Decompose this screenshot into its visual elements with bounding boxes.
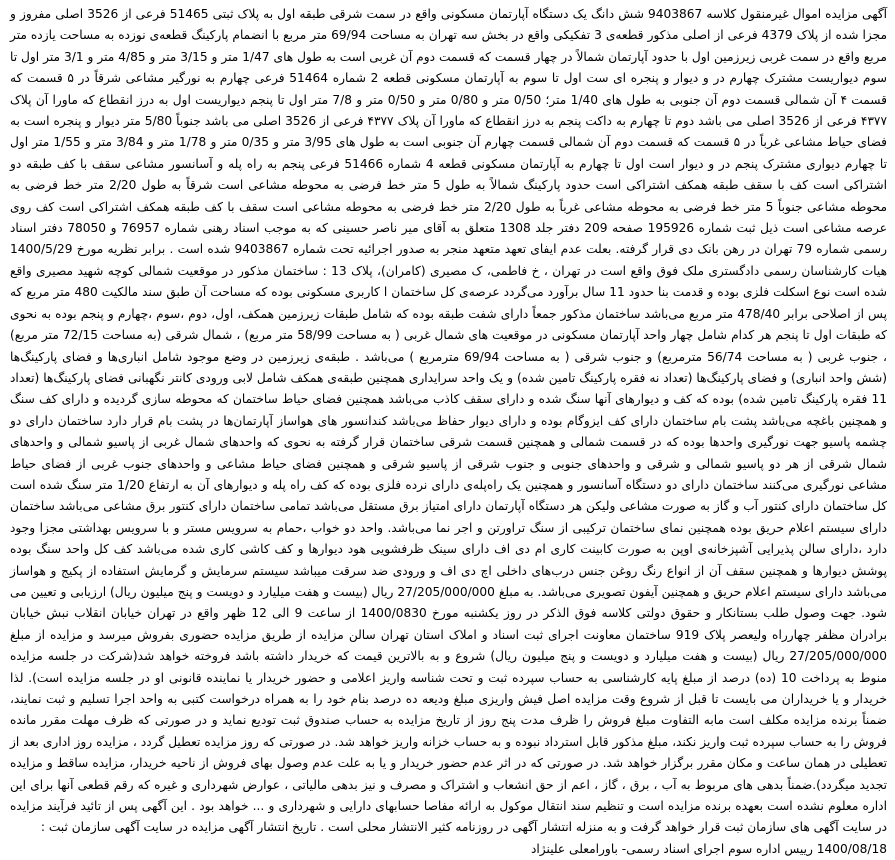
notice-signature-line: 1400/08/18 رییس اداره سوم اجرای اسناد رسمی- باورامعلی علینژاد <box>530 841 887 856</box>
notice-body-text: آگهی مزایده اموال غیرمنقول کلاسه 9403867 شش دانگ یک دستگاه آپارتمان مسکونی واقع در سمت شرقی طبقه اول به پلاک ثبتی 51465 فرعی از 3526 اصلی مفروز و مجزا شده از پلاک 4379 فرعی از اصلی مذکور قطعه‌ی 3 تفکیکی واقع در بخش سه تهران به مساحت 69/94 متر مربع با انضمام پارکینگ قطعه‌ی نوزده به مساحت یازده متر مربع واقع در سمت غربی زیرزمین اول با حدود آپارتمان شمالاً در چهار قسمت که قسمت دوم آن غربی است به طول های 1/47 متر و 3/15 متر و 4/85 متر و 3/1 متر اول تا سوم دیواریست مشترک چهارم در و دیوار و پنجره ای ست اول تا سوم به آپارتمان مسکونی قطعه 2 شماره 51464 فرعی چهارم به نورگیر مشاعی شرقاً در ۵ قسمت که قسمت ۴ آن شمالی قسمت دوم آن جنوبی به طول های 1/40 متر؛ 0/50 متر و 0/80 متر و 0/50 متر و 7/8 متر اول تا پنجم دیواریست اول به درز انقطاع که ماورا آن پلاک ۴۳۷۷ فرعی از 3526 اصلی می باشد دوم تا چهارم به داکت پنجم به درز انقطاع که ماورا آن پلاک ۴۳۷۷ فرعی از 3526 اصلی می باشد جنوباً 5/80 متر دیوار و پنجره است به فضای حیاط مشاعی غرباً در ۵ قسمت که قسمت دوم آن شمالی قسمت چهارم آن جنوبی است به طول های 3/95 متر و 0/35 متر و 1/78 متر و 3/84 متر و 1/55 متر اول تا چهارم دیواری مشترک پنجم در و دیوار است اول تا چهارم به آپارتمان مسکونی قطعه 4 شماره 51466 فرعی پنجم به راه پله و آسانسور مشاعی سقف با کف طبقه دو اشتراکی است کف با سقف طبقه همکف اشتراکی است حدود پارکینگ شمالاً به طول 5 متر خط فرضی به محوطه مشاعی است شرقاً به طول 2/20 متر خط فرضی به محوطه مشاعی جنوباً 5 متر خط فرضی به محوطه مشاعی غرباً به طول 2/20 متر خط فرضی به محوطه مشاعی است سقف با کف طبقه همکف اشتراکی است کف روی عرصه مشاعی است ذیل ثبت شماره 195926 صفحه 209 دفتر جلد 1308 متعلق به آقای میر ناصر حسینی که به موجب اسناد رهنی شماره 76957 و 78050 دفتر اسناد رسمی شماره 79 تهران در رهن بانک دی قرار گرفته. بعلت عدم ایفای تعهد متعهد منجر به صدور اجرائیه تحت شماره 9403867 شده است . برابر نظریه مورخ 1400/5/29 هیات کارشناسان رسمی دادگستری ملک فوق واقع است در تهران ، خ فاطمی، ک مصیری (کامران)، پلاک 13 : ساختمان مذکور در موقعیت شمالی کوچه شهید مصیری واقع شده است نوع اسکلت فلزی بوده و قدمت بنا حدود 11 سال برآورد می‌گردد عرصه‌ی کل ساختمان ا کاربری مسکونی بوده که مساحت آن طبق سند مالکیت 480 متر مربع که پس از اصلاحی برابر 478/40 متر مربع می‌باشد ساختمان مذکور جمعاً دارای شفت طبقه بوده که شامل طبقات زیرزمین همکف، اول، دوم ،سوم ،چهارم و پنجم بوده به نحوی که طبقات اول تا پنجم هر کدام شامل چهار واحد آپارتمان مسکونی در موقعیت های شمال غربی ( به مساحت 58/99 متر مربع) ، شمال شرقی (به مساحت 72/15 متر مربع) ، جنوب غربی ( به مساحت 56/74 مترمربع) و جنوب شرقی ( به مساحت 69/94 مترمربع ) می‌باشد . طبقه‌ی زیرزمین در وضع موجود شامل انباری‌ها و فضای پارکینگ‌ها (شش واحد انباری) و فضای پارکینگ‌ها (تعداد نه فقره پارکینگ تامین شده) و یک واحد سرایداری همچنین طبقه‌ی همکف شامل لابی ورودی کانتر نگهبانی فضای پارکینگ‌ها (تعداد 11 فقره پارکینگ تامین شده) بوده که کف و دیوارهای آنها سنگ شده و دارای سقف کاذب می‌باشد همچنین فضای حیاط ساختمان که محوطه سازی گردیده و دارای کف سنگ و همچنین باغچه می‌باشد پشت بام ساختمان دارای کف ایزوگام بوده و دارای دیوار حفاظ می‌باشد کندانسور های هواساز آپارتمان‌ها در پشت بام قرار دارد ساختمان دارای دو چشمه پاسیو جهت نورگیری واحدها بوده که در قسمت شمالی و همچنین قسمت شرقی ساختمان قرار گرفته به نحوی که واحدهای شمال غربی از پاسیو شمالی و واحدهای شمال شرقی از هر دو پاسیو شمالی و شرقی و واحدهای جنوبی و جنوب شرقی از پاسیو شرقی و همچنین فضای حیاط مشاعی و واحدهای جنوب غربی از فضای حیاط مشاعی نورگیری می‌کنند ساختمان دارای دو دستگاه آسانسور و همچنین یک راه‌پله‌ی دارای نرده فلزی بوده که کف راه پله و دیوارهای آن به ارتفاع 1/20 متر سنگ شده است کل ساختمان دارای کنتور آب و گاز به صورت مشاعی ولیکن هر دستگاه آپارتمان دارای امتیاز برق مستقل می‌باشد تمامی ساختمان دارای کنتور برق مشاعی می‌باشد ساختمان دارای سیستم اعلام حریق بوده همچنین نمای ساختمان ترکیبی از سنگ تراورتن و اجر نما می‌باشد. واحد دو خواب ،حمام به سرویس مستر و با سرویس بهداشتی مجزا وجود دارد ،دارای سالن پذیرایی آشپزخانه‌ی اوپن به صورت کابینت کاری ام دی اف دارای سینک ظرفشویی هود دیوارها و کف کاشی کاری شده می‌باشد کف کل واحد سنگ بوده پوشش دیوارها و همچنین سقف آن از انواع رنگ روغن جنس درب‌های داخلی اچ دی اف و ورودی ضد سرقت میباشد سیستم سرمایش و گرمایش استفاده از پکیج و هواساز می‌باشد دارای سیستم اعلام حریق و همچنین آیفون تصویری می‌باشد. به مبلغ 27/205/000/000 ریال (بیست و هفت میلیارد و دویست و پنج میلیون ریال) ارزیابی و تعیین می شود. جهت وصول طلب بستانکار و حقوق دولتی کلاسه فوق الذکر در روز یکشنبه مورخ 1400/0830 از ساعت 9 الی 12 ظهر واقع در تهران خیابان انقلاب نبش خیابان برادران مظفر چهارراه ولیعصر پلاک 919 ساختمان معاونت اجرای ثبت اسناد و املاک استان تهران سالن مزایده از طریق مزایده حضوری بفروش میرسد و مزایده از مبلغ 27/205/000/000 ریال (بیست و هفت میلیارد و دویست و پنج میلیون ریال) شروع و به بالاترین قیمت که خریدار داشته باشد فروخته خواهد شد(شرکت در جلسه مزایده منوط به پرداخت 10 (ده) درصد از مبلغ پایه کارشناسی به حساب سپرده ثبت و تحت شناسه واریز اعلامی و حضور خریدار یا نماینده قانونی او در جلسه مزایده است). لذا خریدار و یا خریداران می بایست تا قبل از شروع وقت مزایده اصل فیش واریزی مبلغ ودیعه ده درصد بنام خود را به همراه درخواست کتبی به واحد اجرا تسلیم و ثبت نمایند، ضمناً برنده مزایده مکلف است مابه التفاوت مبلغ فروش را ظرف مدت پنج روز از تاریخ مزایده به حساب صندوق ثبت تودیع نماید و در صورتی که ظرف مهلت مقرر مانده فروش را به حساب سپرده ثبت واریز نکند، مبلغ مذکور قابل استرداد نبوده و به حساب خزانه واریز خواهد شد. در صورتی که روز مزایده تعطیل گردد ، مزایده روز اداری بعد از تعطیلی در همان ساعت و مکان مقرر برگزار خواهد شد. در صورتی که در اثر عدم حضور خریدار و یا به علت عدم وصول بهای فروش از ناحیه خریدار، مزایده ساقط و مزایده تجدید میگردد).ضمناً بدهی های مربوط به آب ، برق ، گاز ، اعم از حق انشعاب و اشتراک و مصرف و نیز بدهی مالیاتی ، عوارض شهرداری و غیره که رقم قطعی آنها برای این اداره معلوم نشده است بعهده برنده مزایده است و تنظیم سند انتقال موکول به ارائه مفاصا حسابهای دارایی و شهرداری و ... خواهد بود . این آگهی پس از تائید فرآیند مزایده در سایت آگهی های سازمان ثبت قرار خواهد گرفت و به منزله انتشار آگهی در روزنامه کثیر الانتشار محلی است . تاریخ انتشار آگهی مزایده در سایت آگهی سازمان ثبت : <box>10 7 888 835</box>
